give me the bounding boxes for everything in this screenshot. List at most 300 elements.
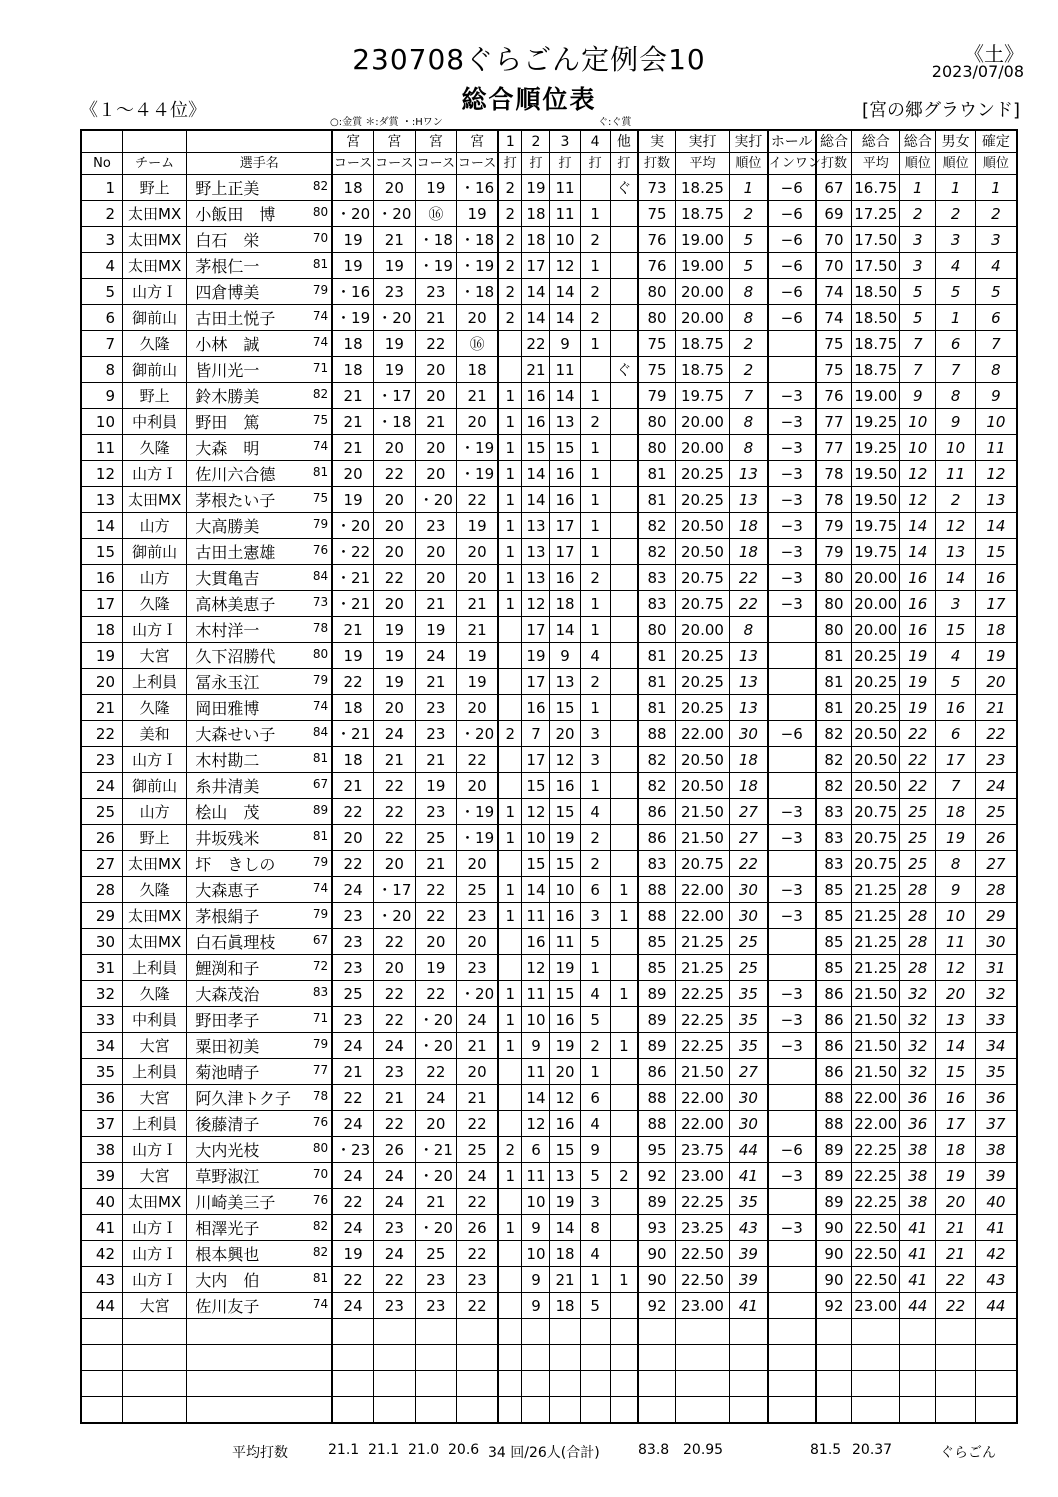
cell-player <box>187 695 332 721</box>
cell-total-rank: 19 <box>900 695 936 721</box>
player-name: 井坂残米 <box>195 829 260 848</box>
cell-total-rank: 32 <box>900 1033 936 1059</box>
cell-course1: 21 <box>332 383 374 409</box>
cell-no: 25 <box>81 799 123 825</box>
cell-course1: 21 <box>332 435 374 461</box>
cell-final-rank: 16 <box>975 565 1017 591</box>
cell-player <box>187 279 332 305</box>
cell-total-strokes: 81 <box>816 643 852 669</box>
cell-strokes: 79 <box>638 383 675 409</box>
cell-rank: 8 <box>729 409 767 435</box>
cell-course4: 21 <box>457 591 499 617</box>
cell-player <box>187 253 332 279</box>
cell-avg: 20.75 <box>675 591 729 617</box>
cell-rank: 35 <box>729 1189 767 1215</box>
cell-course3: 22 <box>415 877 457 903</box>
cell-total-rank: 5 <box>900 279 936 305</box>
cell-hole-in-one: −6 <box>768 305 816 331</box>
cell-total-strokes: 86 <box>816 1033 852 1059</box>
cell-3stroke: 19 <box>550 955 580 981</box>
cell-gender-rank: 18 <box>936 1137 975 1163</box>
cell-rank: 25 <box>729 929 767 955</box>
empty-cell <box>457 1319 499 1345</box>
cell-course2: 22 <box>374 799 416 825</box>
cell-total-avg: 21.25 <box>852 877 900 903</box>
cell-total-avg: 20.25 <box>852 643 900 669</box>
player-name: 草野淑江 <box>195 1167 260 1186</box>
cell-final-rank: 27 <box>975 851 1017 877</box>
cell-1stroke: 1 <box>498 1007 522 1033</box>
player-name: 野上正美 <box>195 179 260 198</box>
cell-no: 32 <box>81 981 123 1007</box>
cell-2stroke: 16 <box>522 695 550 721</box>
player-name: 小林 誠 <box>195 335 260 354</box>
cell-player <box>187 903 332 929</box>
cell-total-rank: 32 <box>900 981 936 1007</box>
player-age: 81 <box>312 465 329 479</box>
cell-total-strokes: 70 <box>816 253 852 279</box>
cell-course2: 20 <box>374 851 416 877</box>
cell-avg: 20.25 <box>675 461 729 487</box>
ranking-table <box>80 129 1018 1424</box>
cell-final-rank: 43 <box>975 1267 1017 1293</box>
cell-team: 太田MX <box>123 929 187 955</box>
cell-course1: 19 <box>332 1241 374 1267</box>
cell-hole-in-one: −6 <box>768 721 816 747</box>
cell-course1: 24 <box>332 1215 374 1241</box>
cell-hole-in-one <box>768 643 816 669</box>
cell-2stroke: 9 <box>522 1215 550 1241</box>
cell-total-strokes: 75 <box>816 331 852 357</box>
footer-avg-strokes: 83.8 <box>638 1442 670 1458</box>
cell-course1: 25 <box>332 981 374 1007</box>
cell-2stroke: 6 <box>522 1137 550 1163</box>
cell-course4: 20 <box>457 409 499 435</box>
cell-2stroke: 11 <box>522 1059 550 1085</box>
table-row <box>81 409 1017 435</box>
cell-4stroke: 4 <box>580 1241 610 1267</box>
cell-gender-rank: 13 <box>936 539 975 565</box>
empty-cell <box>415 1397 457 1424</box>
cell-course2: ・17 <box>374 877 416 903</box>
cell-course4: 23 <box>457 955 499 981</box>
cell-team: 大宮 <box>123 1085 187 1111</box>
cell-course2: 22 <box>374 929 416 955</box>
player-name: 木村勘二 <box>195 751 260 770</box>
cell-2stroke: 18 <box>522 227 550 253</box>
cell-course2: 20 <box>374 175 416 201</box>
cell-total-rank: 41 <box>900 1267 936 1293</box>
cell-strokes: 92 <box>638 1163 675 1189</box>
player-age: 89 <box>312 803 329 817</box>
player-age: 74 <box>312 699 329 713</box>
cell-hole-in-one: −3 <box>768 1007 816 1033</box>
cell-player <box>187 877 332 903</box>
player-age: 74 <box>312 309 329 323</box>
cell-course4: 21 <box>457 383 499 409</box>
empty-cell <box>816 1345 852 1371</box>
cell-strokes: 76 <box>638 227 675 253</box>
empty-cell <box>81 1371 123 1397</box>
cell-3stroke: 19 <box>550 1033 580 1059</box>
cell-team: 上利員 <box>123 1111 187 1137</box>
footer-rounds: 34 回/26人(合計) <box>488 1445 600 1461</box>
cell-final-rank: 12 <box>975 461 1017 487</box>
cell-player <box>187 409 332 435</box>
cell-course4: 19 <box>457 669 499 695</box>
cell-team: 大宮 <box>123 1163 187 1189</box>
cell-gender-rank: 5 <box>936 279 975 305</box>
cell-gender-rank: 13 <box>936 1007 975 1033</box>
player-name: 野田 篤 <box>195 413 260 432</box>
cell-3stroke: 21 <box>550 1267 580 1293</box>
empty-cell <box>675 1397 729 1424</box>
cell-other <box>610 1137 638 1163</box>
empty-cell <box>675 1319 729 1345</box>
table-row <box>81 435 1017 461</box>
empty-cell <box>900 1319 936 1345</box>
cell-team: 山方Ｉ <box>123 1267 187 1293</box>
column-header: 3 <box>550 130 580 153</box>
cell-4stroke: 5 <box>580 1293 610 1319</box>
cell-total-rank: 19 <box>900 669 936 695</box>
cell-4stroke: 5 <box>580 1163 610 1189</box>
cell-course4: 21 <box>457 1085 499 1111</box>
cell-gender-rank: 11 <box>936 929 975 955</box>
cell-strokes: 82 <box>638 539 675 565</box>
cell-4stroke: 1 <box>580 383 610 409</box>
empty-cell <box>638 1371 675 1397</box>
cell-other <box>610 773 638 799</box>
table-row <box>81 305 1017 331</box>
cell-total-rank: 41 <box>900 1241 936 1267</box>
cell-other: 1 <box>610 981 638 1007</box>
cell-final-rank: 31 <box>975 955 1017 981</box>
cell-1stroke: 2 <box>498 721 522 747</box>
table-row <box>81 747 1017 773</box>
cell-total-strokes: 67 <box>816 175 852 201</box>
player-age: 71 <box>312 361 329 375</box>
cell-2stroke: 14 <box>522 305 550 331</box>
table-row <box>81 643 1017 669</box>
cell-hole-in-one <box>768 955 816 981</box>
table-row <box>81 955 1017 981</box>
cell-no: 40 <box>81 1189 123 1215</box>
player-age: 81 <box>312 1271 329 1285</box>
cell-player <box>187 1189 332 1215</box>
cell-player <box>187 643 332 669</box>
cell-final-rank: 18 <box>975 617 1017 643</box>
cell-total-avg: 22.50 <box>852 1215 900 1241</box>
cell-no: 13 <box>81 487 123 513</box>
cell-course4: 22 <box>457 1189 499 1215</box>
player-age: 80 <box>312 1141 329 1155</box>
cell-course1: 20 <box>332 461 374 487</box>
cell-course4: 20 <box>457 305 499 331</box>
empty-cell <box>187 1397 332 1424</box>
cell-final-rank: 20 <box>975 669 1017 695</box>
cell-course4: 20 <box>457 1059 499 1085</box>
cell-avg: 23.00 <box>675 1293 729 1319</box>
cell-final-rank: 14 <box>975 513 1017 539</box>
footer-brand: ぐらごん <box>940 1445 996 1461</box>
cell-2stroke: 19 <box>522 643 550 669</box>
cell-avg: 20.50 <box>675 539 729 565</box>
cell-2stroke: 14 <box>522 1085 550 1111</box>
cell-3stroke: 15 <box>550 851 580 877</box>
cell-2stroke: 11 <box>522 903 550 929</box>
cell-other <box>610 799 638 825</box>
cell-rank: 7 <box>729 383 767 409</box>
cell-2stroke: 11 <box>522 981 550 1007</box>
cell-2stroke: 9 <box>522 1033 550 1059</box>
cell-other <box>610 1085 638 1111</box>
player-name: 木村洋一 <box>195 621 260 640</box>
cell-total-rank: 28 <box>900 955 936 981</box>
table-row <box>81 903 1017 929</box>
cell-4stroke: 1 <box>580 461 610 487</box>
empty-cell <box>374 1397 416 1424</box>
cell-3stroke: 10 <box>550 227 580 253</box>
cell-player <box>187 955 332 981</box>
cell-course4: 22 <box>457 1293 499 1319</box>
page-title: 230708ぐらごん定例会10 <box>352 43 706 76</box>
cell-hole-in-one <box>768 1189 816 1215</box>
cell-course3: 20 <box>415 435 457 461</box>
cell-course2: 23 <box>374 279 416 305</box>
cell-other <box>610 435 638 461</box>
cell-avg: 20.50 <box>675 773 729 799</box>
empty-cell <box>498 1319 522 1345</box>
column-header: 打数 <box>816 153 852 175</box>
column-header: 確定 <box>975 130 1017 153</box>
cell-1stroke <box>498 357 522 383</box>
cell-2stroke: 15 <box>522 773 550 799</box>
cell-2stroke: 12 <box>522 955 550 981</box>
column-header: コース <box>332 153 374 175</box>
cell-hole-in-one: −6 <box>768 175 816 201</box>
cell-total-avg: 21.25 <box>852 929 900 955</box>
player-name: 大貫亀吉 <box>195 569 260 588</box>
cell-team: 山方 <box>123 799 187 825</box>
cell-team: 大宮 <box>123 1033 187 1059</box>
cell-team: 太田MX <box>123 851 187 877</box>
player-name: 桧山 茂 <box>195 803 260 822</box>
cell-total-avg: 22.25 <box>852 1189 900 1215</box>
player-name: 圷 きしの <box>195 855 276 874</box>
cell-gender-rank: 5 <box>936 669 975 695</box>
cell-gender-rank: 4 <box>936 643 975 669</box>
cell-player <box>187 227 332 253</box>
footer-avg: 20.95 <box>683 1442 724 1458</box>
cell-total-avg: 21.50 <box>852 1059 900 1085</box>
table-row <box>81 253 1017 279</box>
cell-strokes: 80 <box>638 305 675 331</box>
table-row <box>81 279 1017 305</box>
cell-rank: 8 <box>729 617 767 643</box>
cell-course3: 21 <box>415 747 457 773</box>
cell-final-rank: 21 <box>975 695 1017 721</box>
cell-final-rank: 24 <box>975 773 1017 799</box>
cell-1stroke <box>498 1189 522 1215</box>
cell-4stroke: 1 <box>580 513 610 539</box>
cell-3stroke: 15 <box>550 435 580 461</box>
cell-total-rank: 22 <box>900 721 936 747</box>
cell-other <box>610 669 638 695</box>
cell-final-rank: 34 <box>975 1033 1017 1059</box>
empty-cell <box>936 1397 975 1424</box>
cell-total-strokes: 80 <box>816 617 852 643</box>
cell-4stroke: 1 <box>580 591 610 617</box>
cell-4stroke <box>580 175 610 201</box>
cell-course2: 22 <box>374 461 416 487</box>
cell-total-strokes: 86 <box>816 1007 852 1033</box>
cell-course4: 21 <box>457 617 499 643</box>
cell-course3: 23 <box>415 1267 457 1293</box>
cell-gender-rank: 7 <box>936 773 975 799</box>
empty-cell <box>675 1371 729 1397</box>
table-row <box>81 825 1017 851</box>
cell-hole-in-one <box>768 773 816 799</box>
cell-2stroke: 19 <box>522 175 550 201</box>
empty-cell <box>457 1371 499 1397</box>
cell-rank: 2 <box>729 331 767 357</box>
cell-hole-in-one <box>768 357 816 383</box>
empty-cell <box>123 1371 187 1397</box>
cell-course2: 21 <box>374 227 416 253</box>
cell-avg: 20.50 <box>675 747 729 773</box>
cell-total-avg: 20.75 <box>852 825 900 851</box>
cell-no: 43 <box>81 1267 123 1293</box>
cell-course3: 21 <box>415 1189 457 1215</box>
cell-course1: 18 <box>332 357 374 383</box>
cell-2stroke: 18 <box>522 201 550 227</box>
cell-3stroke: 18 <box>550 1293 580 1319</box>
cell-team: 久隆 <box>123 695 187 721</box>
cell-gender-rank: 1 <box>936 305 975 331</box>
cell-rank: 18 <box>729 539 767 565</box>
cell-gender-rank: 19 <box>936 1163 975 1189</box>
cell-total-strokes: 90 <box>816 1215 852 1241</box>
cell-no: 38 <box>81 1137 123 1163</box>
cell-course3: 23 <box>415 721 457 747</box>
cell-1stroke <box>498 1111 522 1137</box>
cell-total-strokes: 83 <box>816 799 852 825</box>
column-header: 総合 <box>900 130 936 153</box>
cell-hole-in-one: −3 <box>768 903 816 929</box>
cell-3stroke: 11 <box>550 201 580 227</box>
player-age: 79 <box>312 855 329 869</box>
cell-total-avg: 18.75 <box>852 331 900 357</box>
cell-course3: ・20 <box>415 1163 457 1189</box>
cell-gender-rank: 21 <box>936 1215 975 1241</box>
cell-no: 9 <box>81 383 123 409</box>
cell-team: 野上 <box>123 825 187 851</box>
cell-final-rank: 40 <box>975 1189 1017 1215</box>
cell-no: 41 <box>81 1215 123 1241</box>
cell-avg: 21.50 <box>675 1059 729 1085</box>
cell-rank: 1 <box>729 175 767 201</box>
empty-cell <box>332 1397 374 1424</box>
player-age: 75 <box>312 491 329 505</box>
cell-course1: ・16 <box>332 279 374 305</box>
cell-1stroke <box>498 331 522 357</box>
cell-3stroke: 12 <box>550 1085 580 1111</box>
cell-3stroke: 14 <box>550 617 580 643</box>
cell-other <box>610 461 638 487</box>
cell-gender-rank: 1 <box>936 175 975 201</box>
cell-rank: 35 <box>729 981 767 1007</box>
cell-course3: 23 <box>415 279 457 305</box>
player-name: 皆川光一 <box>195 361 260 380</box>
cell-course2: 20 <box>374 539 416 565</box>
cell-3stroke: 12 <box>550 253 580 279</box>
cell-player <box>187 825 332 851</box>
cell-total-rank: 16 <box>900 591 936 617</box>
cell-other: 2 <box>610 1163 638 1189</box>
cell-hole-in-one <box>768 617 816 643</box>
cell-course2: ・20 <box>374 903 416 929</box>
table-row <box>81 331 1017 357</box>
cell-other <box>610 617 638 643</box>
cell-3stroke: 15 <box>550 799 580 825</box>
cell-course3: 21 <box>415 591 457 617</box>
empty-row <box>81 1371 1017 1397</box>
cell-no: 11 <box>81 435 123 461</box>
cell-course1: ・22 <box>332 539 374 565</box>
cell-team: 山方Ｉ <box>123 1241 187 1267</box>
cell-course3: ⑯ <box>415 201 457 227</box>
player-age: 67 <box>312 933 329 947</box>
cell-strokes: 93 <box>638 1215 675 1241</box>
column-header: No <box>81 153 123 175</box>
cell-hole-in-one: −3 <box>768 981 816 1007</box>
cell-avg: 20.50 <box>675 513 729 539</box>
cell-team: 山方Ｉ <box>123 279 187 305</box>
player-age: 83 <box>312 985 329 999</box>
player-age: 73 <box>312 595 329 609</box>
cell-player <box>187 1241 332 1267</box>
cell-strokes: 81 <box>638 461 675 487</box>
cell-other <box>610 1215 638 1241</box>
player-name: 四倉博美 <box>195 283 260 302</box>
empty-cell <box>610 1319 638 1345</box>
cell-team: 太田MX <box>123 487 187 513</box>
footer-course4-avg: 20.6 <box>448 1442 480 1458</box>
cell-3stroke: 15 <box>550 981 580 1007</box>
cell-3stroke: 11 <box>550 175 580 201</box>
cell-1stroke: 1 <box>498 565 522 591</box>
cell-team: 山方Ｉ <box>123 461 187 487</box>
cell-strokes: 80 <box>638 279 675 305</box>
cell-hole-in-one: −6 <box>768 201 816 227</box>
cell-total-avg: 20.00 <box>852 591 900 617</box>
cell-total-strokes: 83 <box>816 851 852 877</box>
cell-hole-in-one: −3 <box>768 825 816 851</box>
cell-total-strokes: 81 <box>816 669 852 695</box>
cell-strokes: 85 <box>638 955 675 981</box>
cell-course4: 22 <box>457 1241 499 1267</box>
empty-cell <box>550 1397 580 1424</box>
cell-other <box>610 929 638 955</box>
cell-total-rank: 22 <box>900 747 936 773</box>
cell-hole-in-one <box>768 1085 816 1111</box>
empty-cell <box>816 1371 852 1397</box>
cell-total-rank: 28 <box>900 877 936 903</box>
cell-course4: 20 <box>457 539 499 565</box>
cell-2stroke: 21 <box>522 357 550 383</box>
cell-total-strokes: 70 <box>816 227 852 253</box>
